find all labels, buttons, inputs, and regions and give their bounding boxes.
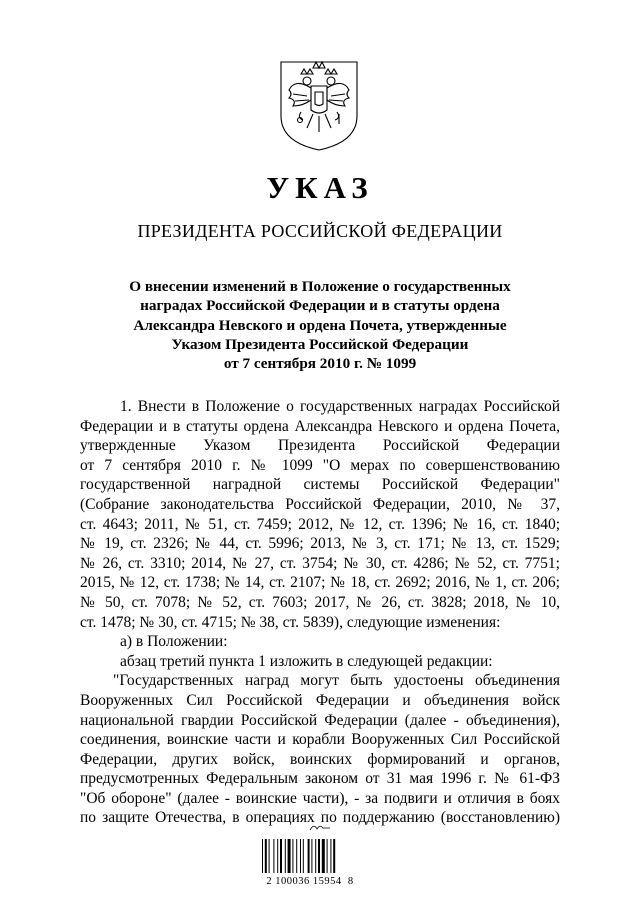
body-line: № 26, ст. 3310; 2014, № 27, ст. 3754; № 30, ст. 4286; № 52, ст. 7751; xyxy=(80,554,560,572)
body-line: государственной наградной системы Российской Федерации" xyxy=(80,476,560,494)
body-line: Федерации и в статуты ордена Александра Невского и ордена Почета, xyxy=(80,417,560,435)
body-line: (Собрание законодательства Российской Федерации, 2010, № 37, xyxy=(80,495,560,513)
body-line: утвержденные Указом Президента Российской Федерации xyxy=(80,437,560,455)
heading-line: наградах Российской Федерации и в статуты ордена xyxy=(140,297,500,315)
heading-line: от 7 сентября 2010 г. № 1099 xyxy=(223,355,417,373)
body-line: Вооруженных Сил Российской Федерации и объединения войск xyxy=(80,691,560,709)
body-line: 1. Внести в Положение о государственных наградах Российской xyxy=(120,398,560,415)
body-line: от 7 сентября 2010 г. № 1099 "О мерах по совершенствованию xyxy=(80,456,560,474)
body-line: национальной гвардии Российской Федерации (далее - объединения), xyxy=(80,711,560,729)
barcode-icon xyxy=(262,839,357,873)
barcode-number: 2 100036 15954 8 xyxy=(266,876,354,887)
body-line: ст. 4643; 2011, № 51, ст. 7459; 2012, № 12, ст. 1396; № 16, ст. 1840; xyxy=(80,515,560,533)
document-subtitle: ПРЕЗИДЕНТА РОССИЙСКОЙ ФЕДЕРАЦИИ xyxy=(137,221,503,241)
body-line: Федерации, других войск, воинских формирований и органов, xyxy=(80,750,560,768)
body-line: соединения, воинские части и корабли Вооруженных Сил Российской xyxy=(80,731,560,749)
body-line: № 19, ст. 2326; № 44, ст. 5996; 2013, № 3, ст. 171; № 13, ст. 1529; xyxy=(80,535,560,553)
initials-mark-icon xyxy=(309,822,331,834)
body-line: 2015, № 12, ст. 1738; № 14, ст. 2107; № 18, ст. 2692; 2016, № 1, ст. 206; xyxy=(80,574,560,592)
document-title: УКАЗ xyxy=(266,170,374,205)
heading-line: Александра Невского и ордена Почета, утвержденные xyxy=(133,316,507,334)
body-line: ст. 1478; № 30, ст. 4715; № 38, ст. 5839), следующие изменения: xyxy=(80,613,501,631)
body-line: "Об обороне" (далее - воинские части), - за подвиги и отличия в боях xyxy=(80,789,560,807)
decree-heading xyxy=(80,277,560,373)
heading-line: О внесении изменений в Положение о государственных xyxy=(129,278,511,295)
coat-of-arms-icon xyxy=(275,54,363,154)
body-line: абзац третий пункта 1 изложить в следующей редакции: xyxy=(120,652,493,670)
decree-body xyxy=(80,397,560,828)
heading-line: Указом Президента Российской Федерации xyxy=(171,335,469,353)
body-line: "Государственных наград могут быть удостоены объединения xyxy=(113,672,560,690)
body-line: № 50, ст. 7078; № 52, ст. 7603; 2017, № 26, ст. 3828; 2018, № 10, xyxy=(80,593,560,611)
body-line: предусмотренных Федеральным законом от 31 мая 1996 г. № 61-ФЗ xyxy=(80,770,560,788)
body-line: а) в Положении: xyxy=(120,633,228,651)
body-line: по защите Отечества, в операциях по поддержанию (восстановлению) xyxy=(80,809,560,827)
